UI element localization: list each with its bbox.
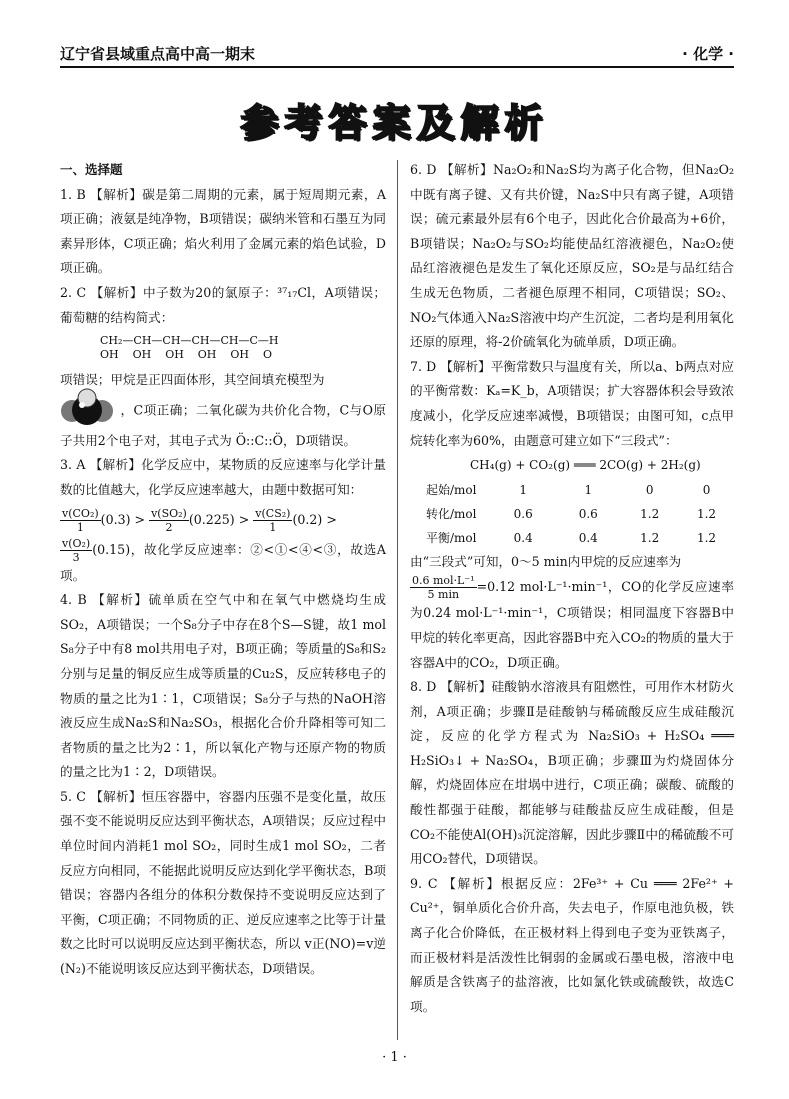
answer-2-intro: 2. C 【解析】中子数为20的氯原子：³⁷₁₇Cl，A项错误；葡萄糖的结构简式： bbox=[60, 284, 386, 325]
page-header bbox=[60, 40, 734, 68]
rate-frac-co2: $\frac{\text{v(CO₂)}}{1}$ bbox=[62, 506, 99, 534]
answer-2-mid: 项错误；甲烷是正四面体形，其空间填充模型为 bbox=[60, 372, 325, 388]
answer-7-rest: $\frac{\text{0.6 mol·L⁻¹}}{5 \min}$ =0.12 mol·L⁻¹·min⁻¹，CO的化学反应速率为0.24 mol·L⁻¹·min⁻¹，C项错误；相同温度下容器B中甲烷的转化率更高，因此容器B中充入CO₂的物质的量大于容器A中的CO₂，D项正确。 bbox=[410, 574, 734, 670]
answer-4: 4. B 【解析】硫单质在空气中和在氧气中燃烧均生成SO₂，A项错误；一个S₈分子中存在8个S—S键，故1 mol S₈分子中有8 mol共用电子对，B项正确；等质量的S₈和S₂分别与足量的铜反应生成等质量的Cu₂S，反应转移电子的物质的量之比为1∶1，C项错误；S₈分子与热的NaOH溶液反应生成Na₂S和Na₂SO₃，根据化合价升降相等可知二者物质的量之比为2∶1，所以氧化产物与还原产物的物质的量之比为1∶2，D项错误。 bbox=[60, 592, 386, 780]
answer-7-rate-intro: 由“三段式”可知，0～5 min内甲烷的反应速率为 bbox=[410, 553, 682, 569]
rate-frac-so2: $\frac{\text{v(SO₂)}}{2}$ bbox=[151, 506, 187, 534]
answer-2-end: ，C项正确；二氧化碳为共价化合物，C与O原子共用2个电子对，其电子式为 Ö::C::Ö，D项错误。 bbox=[60, 402, 386, 448]
page-number: · 1 · bbox=[382, 1050, 407, 1065]
glucose-structure-top: CH₂—CH—CH—CH—CH—C—H bbox=[100, 334, 279, 348]
answer-3-end: $\frac{\text{v(O₂)}}{3}$ (0.15)，故化学反应速率：②<①<④<③，故选A项。 bbox=[60, 536, 386, 583]
methane-space-filling-model-icon bbox=[60, 387, 114, 433]
header-right: · 化学 · bbox=[682, 45, 734, 63]
left-column bbox=[60, 158, 386, 982]
column-divider bbox=[397, 160, 398, 1040]
ice-table bbox=[426, 478, 734, 550]
answer-5: 5. C 【解析】恒压容器中，容器内压强不是变化量，故压强不变不能说明反应达到平衡状态，A项错误；反应过程中单位时间内消耗1 mol SO₂，同时生成1 mol SO₂，二者反应方向相同，不能据此说明反应达到化学平衡状态，B项错误；容器内各组分的体积分数保持不变说明反应达到了平衡，C项正确；不同物质的正、逆反应速率之比等于计量数之比时可以说明反应达到平衡状态，所以 v正(NO)=v逆(N₂)不能说明该反应达到平衡状态，D项错误。 bbox=[60, 788, 386, 977]
ice-row: 平衡/mol 0.4 0.4 1.2 1.2 bbox=[426, 530, 717, 545]
page-title: 参考答案及解析 bbox=[240, 101, 549, 145]
answer-8: 8. D 【解析】硅酸钠水溶液具有阻燃性，可用作木材防火剂，A项正确；步骤Ⅱ是硅酸钠与稀硫酸反应生成硅酸沉淀，反应的化学方程式为 Na₂SiO₃ + H₂SO₄ ═══ H₂SiO₃↓ + Na₂SO₄，B项正确；步骤Ⅲ为灼烧固体分解，灼烧固体应在坩埚中进行，C项正确；碳酸、硫酸的酸性都强于硅酸，都能够与硅酸盐反应生成硅酸，但是CO₂不能使Al(OH)₃沉淀溶解，因此步骤Ⅱ中的稀硫酸不可用CO₂替代，D项错误。 bbox=[410, 679, 734, 867]
reaction-equation: CH₄(g) + CO₂(g) ═══ 2CO(g) + 2H₂(g) bbox=[470, 458, 701, 473]
rate-frac-cs2: $\frac{\text{v(CS₂)}}{1}$ bbox=[255, 506, 291, 534]
glucose-structure-bottom: OH OH OH OH OH O bbox=[100, 348, 273, 362]
rate-frac-o2: $\frac{\text{v(O₂)}}{3}$ bbox=[62, 536, 91, 564]
rate-fraction: $\frac{\text{0.6 mol·L⁻¹}}{5 \min}$ bbox=[412, 574, 475, 602]
header-left: 辽宁省县域重点高中高一期末 bbox=[60, 45, 256, 63]
right-column bbox=[410, 158, 734, 1019]
answer-7-intro: 7. D 【解析】平衡常数只与温度有关，所以a、b两点对应的平衡常数：Kₐ=K_b，A项错误；扩大容器体积会导致浓度减小，化学反应速率减慢，B项错误；由图可知，c点甲烷转化率为60%，由题意可建立如下“三段式”： bbox=[410, 358, 734, 448]
answer-3-intro: 3. A 【解析】化学反应中，某物质的反应速率与化学计量数的比值越大，化学反应速率越大，由题中数据可知： bbox=[60, 457, 386, 497]
answer-2-model-line bbox=[60, 393, 386, 454]
section-heading: 一、选择题 bbox=[60, 162, 123, 177]
ice-row: 转化/mol 0.6 0.6 1.2 1.2 bbox=[426, 506, 717, 521]
ice-row: 起始/mol 1 1 0 0 bbox=[426, 482, 711, 497]
answer-9: 9. C 【解析】根据反应：2Fe³⁺ + Cu ═══ 2Fe²⁺ + Cu²⁺，铜单质化合价升高，失去电子，作原电池负极，铁离子化合价降低，在正极材料上得到电子变为亚铁离子，而正极材料是活泼性比铜弱的金属或石墨电极，溶液中电解质是含铁离子的盐溶液，比如氯化铁或硫酸铁，故选C项。 bbox=[410, 875, 734, 1014]
answer-6: 6. D 【解析】Na₂O₂和Na₂S均为离子化合物，但Na₂O₂中既有离子键、又有共价键，Na₂S中只有离子键，A项错误；硫元素最外层有6个电子，因此化合价最高为+6价，B项错误；Na₂O₂与SO₂均能使品红溶液褪色，Na₂O₂使品红溶液褪色是发生了氧化还原反应，SO₂是与品红结合生成无色物质，二者褪色原理不相同，C项错误；SO₂、NO₂气体通入Na₂S溶液中均产生沉淀，二者均是利用氧化还原的原理，将-2价硫氧化为硫单质，D项正确。 bbox=[410, 162, 734, 350]
answer-1: 1. B 【解析】碳是第二周期的元素，属于短周期元素，A项正确；液氨是纯净物，B项错误；碳纳米管和石墨互为同素异形体，C项正确；焰火利用了金属元素的焰色试验，D项正确。 bbox=[60, 186, 386, 276]
answer-3-rates: $\frac{\text{v(CO₂)}}{1}$ (0.3) > $\frac{\text{v(SO₂)}}{2}$ (0.225) > $\frac{\text{v(CS₂)}}{1}$ (0.2) > bbox=[62, 506, 337, 534]
